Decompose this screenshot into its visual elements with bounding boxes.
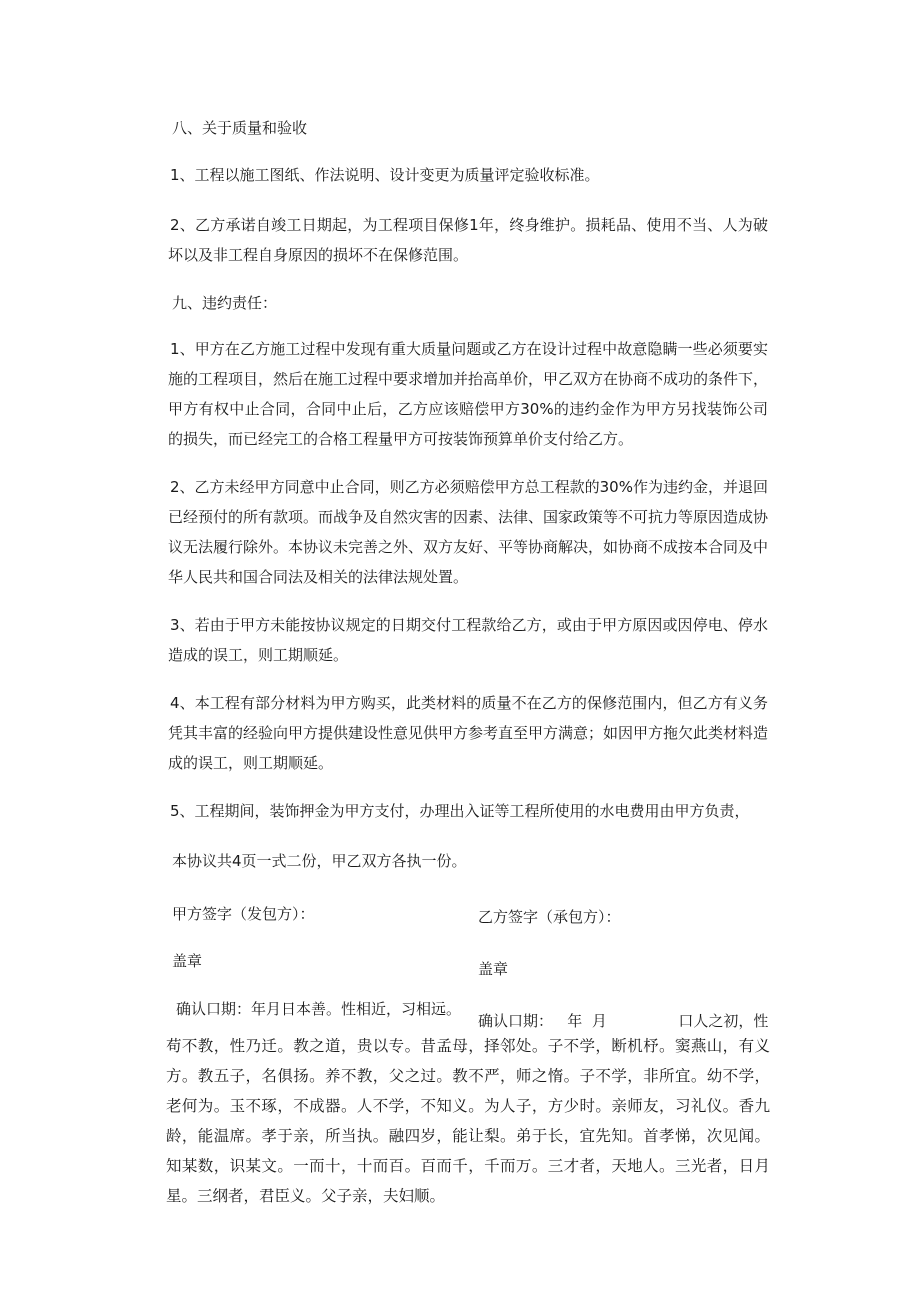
section-9-item-1: 1、甲方在乙方施工过程中发现有重大质量问题或乙方在设计过程中故意隐瞒一些必须要实施的工程项目，然后在施工过程中要求增加并抬高单价，甲乙双方在协商不成功的条件下，甲方有权中止合同，合同中止后，乙方应该赔偿甲方30%的违约金作为甲方另找装饰公司的损失，而已经完工的合格工程量甲方可按装饰预算单价支付给乙方。	[168, 340, 769, 448]
section-8-item-1: 1、工程以施工图纸、作法说明、设计变更为质量评定验收标准。	[170, 166, 600, 184]
section-9-item-5: 5、工程期间，装饰押金为甲方支付，办理出入证等工程所使用的水电费用由甲方负责，	[170, 802, 750, 820]
party-a-signature-label: 甲方签字（发包方）：	[172, 905, 315, 923]
party-b-seal: 盖章	[478, 960, 509, 978]
section-9-item-3: 3、若由于甲方未能按协议规定的日期交付工程款给乙方，或由于甲方原因或因停电、停水造成的误工，则工期顺延。	[168, 616, 768, 664]
party-b-confirm-date: 确认口期： 年 月 口人之初，性	[478, 1012, 769, 1030]
section-9-item-2: 2、乙方未经甲方同意中止合同，则乙方必须赔偿甲方总工程款的30%作为违约金，并退回已经预付的所有款项。而战争及自然灾害的因素、法律、国家政策等不可抗力等原因造成协议无法履行除外。本协议未完善之外、双方友好、平等协商解决，如协商不成按本合同及中华人民共和国合同法及相关的法律法规处置。	[168, 478, 769, 586]
section-9-item-4: 4、本工程有部分材料为甲方购买，此类材料的质量不在乙方的保修范围内，但乙方有义务凭其丰富的经验向甲方提供建设性意见供甲方参考直至甲方满意；如因甲方拖欠此类材料造成的误工，则工期顺延。	[168, 694, 769, 772]
copies-statement: 本协议共4页一式二份，甲乙双方各执一份。	[172, 852, 467, 870]
party-b-signature-label: 乙方签字（承包方）：	[478, 908, 621, 926]
section-8-title: 八、关于质量和验收	[172, 119, 308, 137]
section-9-title: 九、违约责任：	[172, 294, 278, 312]
party-a-seal: 盖章	[172, 952, 203, 970]
party-a-confirm-date: 确认口期：年月日本善。性相近，习相远。	[176, 1000, 462, 1018]
section-8-item-2: 2、乙方承诺自竣工日期起，为工程项目保修1年，终身维护。损耗品、使用不当、人为破坏以及非工程自身原因的损坏不在保修范围。	[168, 216, 768, 264]
filler-text: 苟不教，性乃迁。教之道，贵以专。昔孟母，择邻处。子不学，断机杼。窦燕山，有义方。教五子，名俱扬。养不教，父之过。教不严，师之惰。子不学，非所宜。幼不学，老何为。玉不琢，不成器。人不学，不知义。为人子，方少时。亲师友，习礼仪。香九龄，能温席。孝于亲，所当执。融四岁，能让梨。弟于长，宜先知。首孝悌，次见闻。知某数，识某文。一而十，十而百。百而千，千而万。三才者，天地人。三光者，日月星。三纲者，君臣义。父子亲，夫妇顺。	[166, 1037, 770, 1205]
